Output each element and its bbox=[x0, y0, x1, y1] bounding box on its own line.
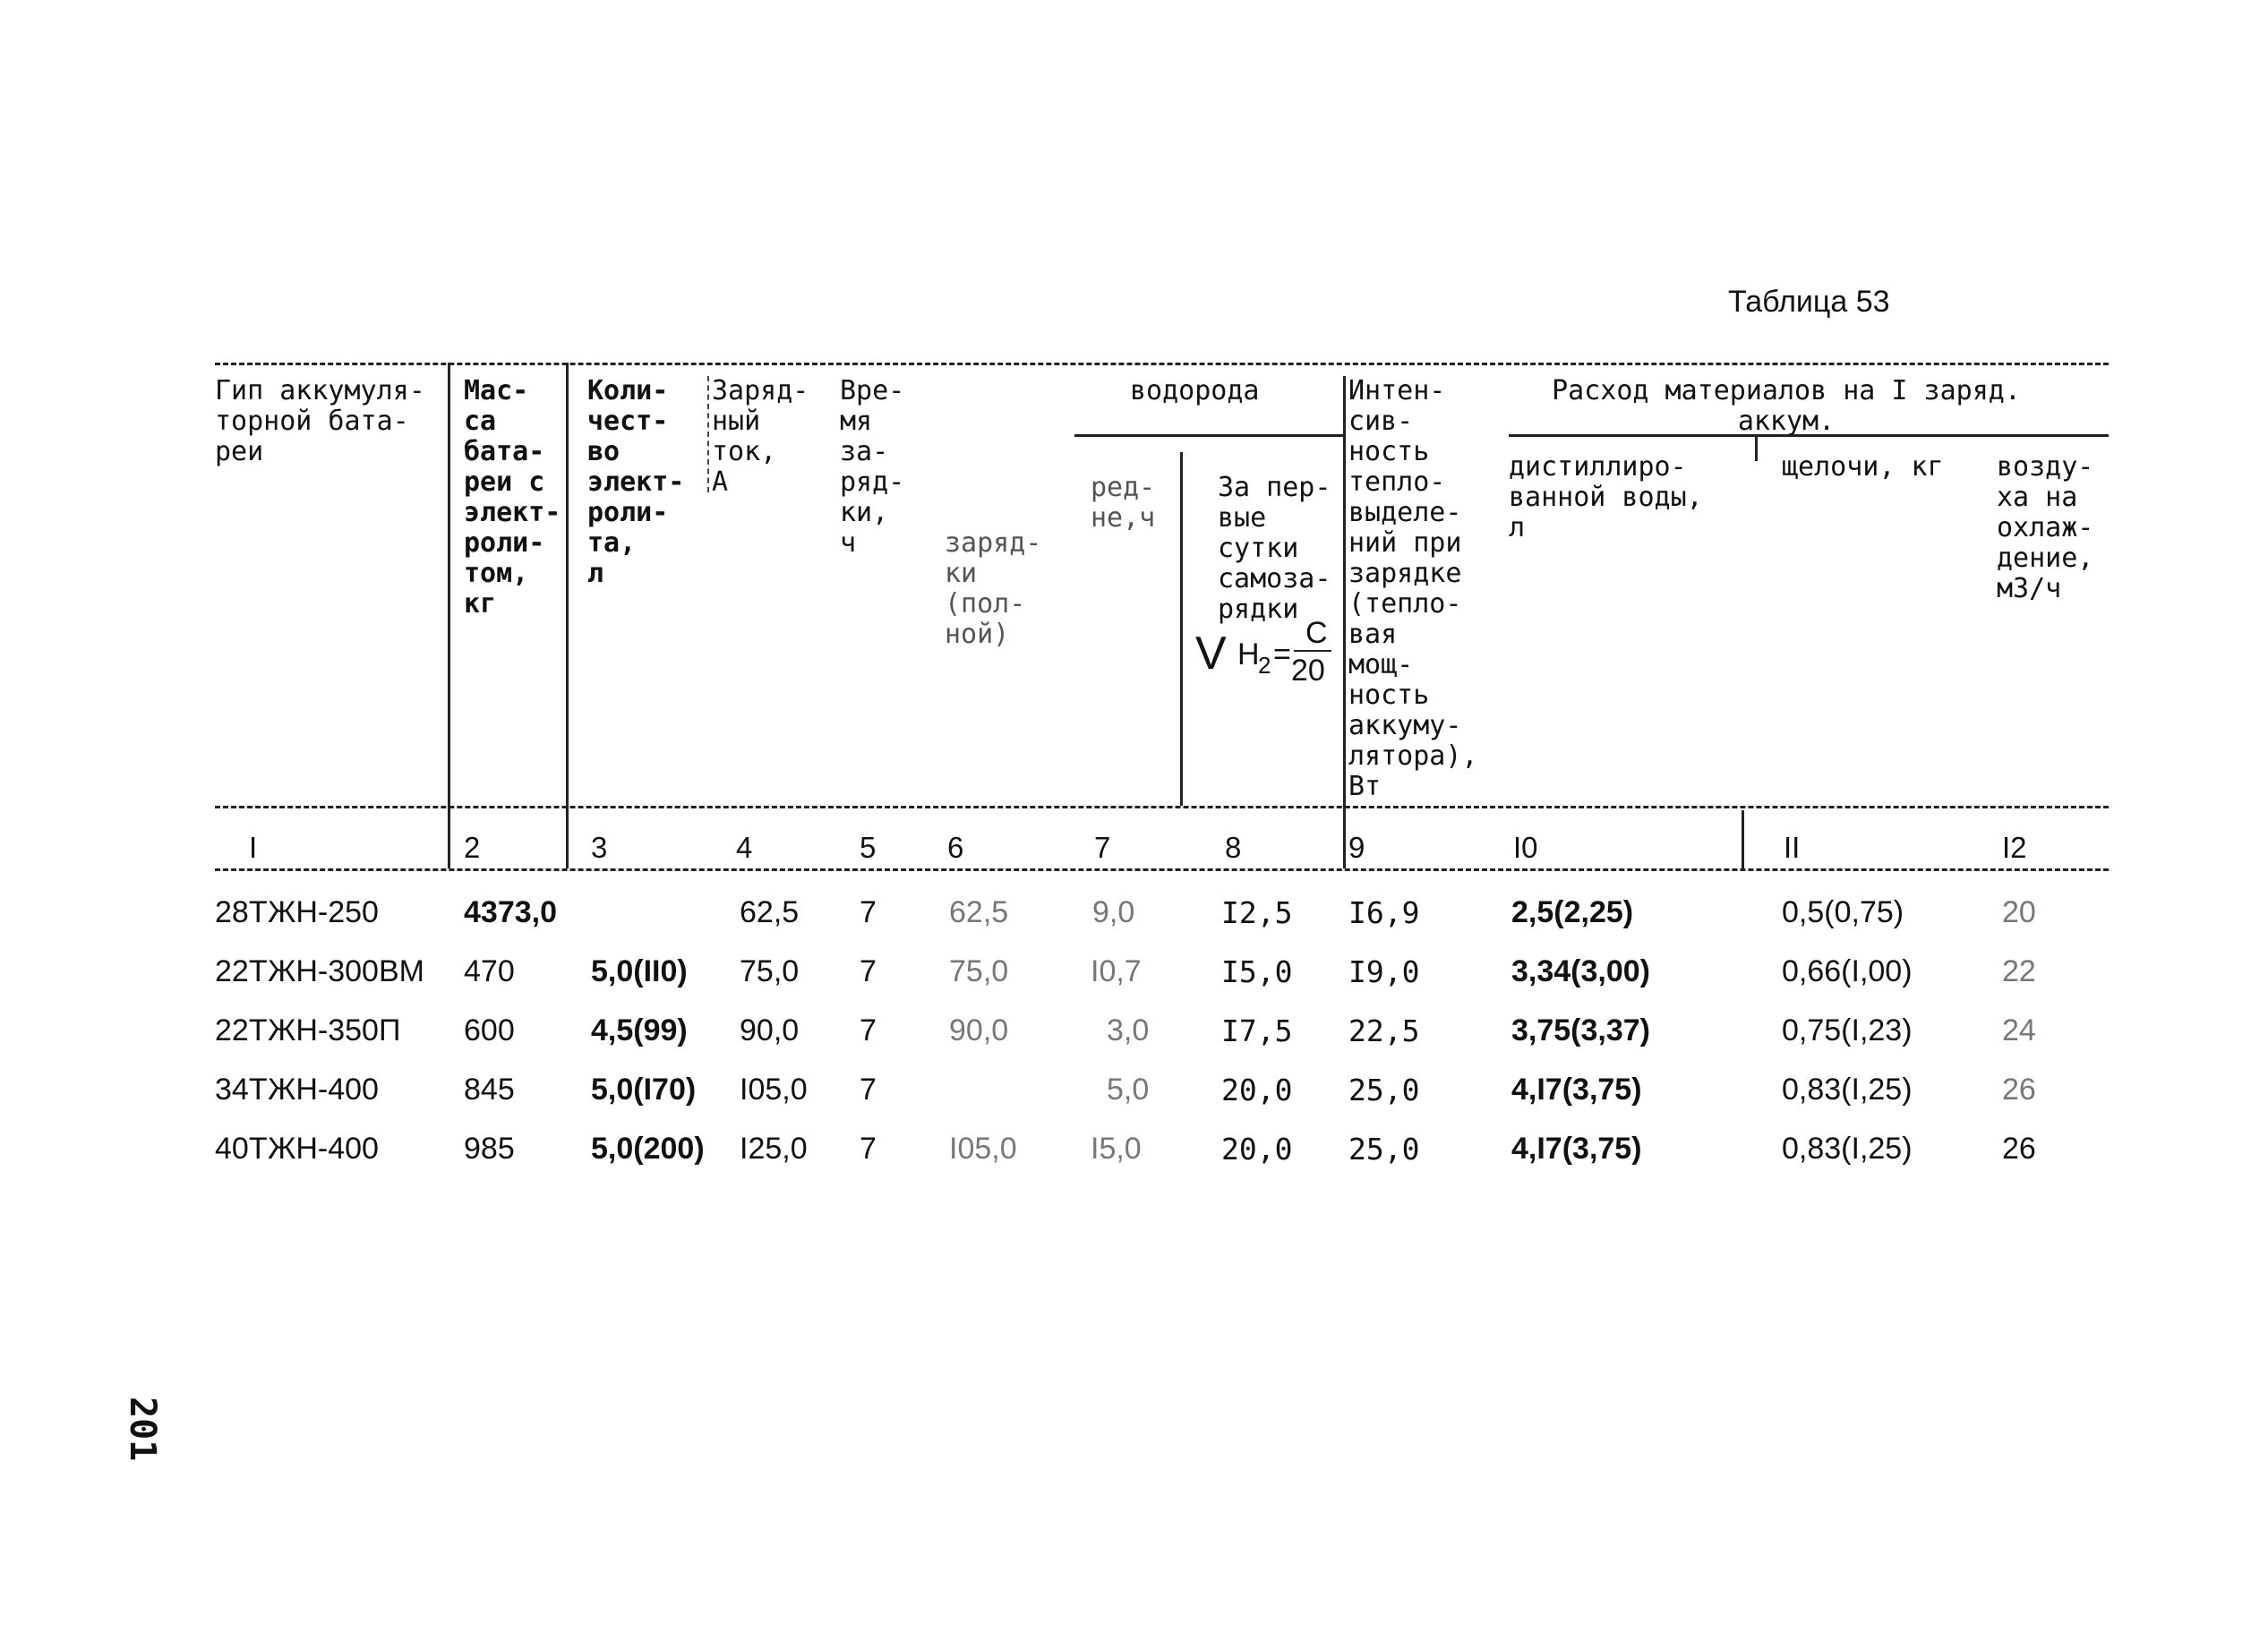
cell-heat: I9,0 bbox=[1348, 954, 1420, 989]
column-divider-9 bbox=[1343, 376, 1346, 868]
cell-first-day: I2,5 bbox=[1221, 895, 1293, 930]
cell-heat: 25,0 bbox=[1348, 1132, 1420, 1167]
cell-current: 75,0 bbox=[740, 954, 800, 988]
cell-time: 7 bbox=[860, 954, 877, 988]
column-number-1: I bbox=[249, 831, 258, 864]
cell-mass: 4373,0 bbox=[464, 895, 557, 929]
formula-fraction-bar bbox=[1294, 650, 1331, 652]
column-number-12: I2 bbox=[2002, 831, 2027, 864]
cell-first-day: 20,0 bbox=[1221, 1132, 1293, 1167]
cell-mass: 470 bbox=[464, 954, 515, 988]
header-electrolyte: Коли- чест- во элект- роли- та, л bbox=[587, 375, 685, 589]
cell-alkali: 0,83(I,25) bbox=[1782, 1073, 1913, 1107]
column-number-10: I0 bbox=[1513, 831, 1538, 864]
cell-time: 7 bbox=[860, 895, 877, 929]
cell-alkali: 0,5(0,75) bbox=[1782, 895, 1904, 929]
cell-current: I05,0 bbox=[740, 1073, 808, 1107]
cell-air: 20 bbox=[2002, 895, 2036, 929]
cell-mass: 600 bbox=[464, 1013, 515, 1047]
cell-electrolyte: 5,0(I70) bbox=[591, 1073, 697, 1107]
column-number-2: 2 bbox=[464, 831, 481, 864]
hydrogen-group-rule bbox=[1074, 434, 1343, 437]
cell-mass: 985 bbox=[464, 1132, 515, 1166]
cell-average: 3,0 bbox=[1107, 1013, 1150, 1047]
column-number-11: II bbox=[1784, 831, 1801, 864]
header-bottom-rule bbox=[215, 806, 2109, 808]
header-charge-time: Вре- мя за- ряд- ки, ч bbox=[840, 375, 905, 559]
cell-average: 5,0 bbox=[1107, 1073, 1150, 1107]
formula-eq: = bbox=[1273, 637, 1291, 671]
header-mass: Мас- са бата- реи с элект- роли- том, кг bbox=[464, 375, 561, 620]
column-divider-8 bbox=[1180, 452, 1183, 806]
formula-denominator: 20 bbox=[1291, 654, 1325, 688]
cell-current: I25,0 bbox=[740, 1132, 808, 1166]
formula-sub: 2 bbox=[1258, 652, 1271, 679]
cell-average: I0,7 bbox=[1091, 954, 1142, 988]
cell-alkali: 0,83(I,25) bbox=[1782, 1132, 1913, 1166]
cell-type: 40ТЖН-400 bbox=[215, 1132, 379, 1166]
header-materials-group: Расход материалов на I заряд. аккум. bbox=[1552, 375, 2021, 437]
header-hydrogen-group: водорода bbox=[1130, 375, 1260, 406]
header-charge-current: Заряд- ный ток, А bbox=[712, 375, 809, 498]
cell-type: 28ТЖН-250 bbox=[215, 895, 379, 929]
column-divider-10 bbox=[1742, 810, 1744, 868]
cell-current: 90,0 bbox=[740, 1013, 800, 1047]
column-divider-2 bbox=[566, 363, 569, 868]
cell-type: 22ТЖН-300ВМ bbox=[215, 954, 424, 988]
cell-time: 7 bbox=[860, 1013, 877, 1047]
column-divider-3 bbox=[707, 376, 709, 492]
formula-numerator: C bbox=[1305, 616, 1328, 650]
formula-v: V bbox=[1195, 628, 1227, 680]
column-number-3: 3 bbox=[591, 831, 608, 864]
header-cooling-air: возду- ха на охлаж- дение, м3/ч bbox=[1997, 451, 2094, 604]
cell-average: 9,0 bbox=[1092, 895, 1135, 929]
cell-air: 24 bbox=[2002, 1013, 2036, 1047]
cell-full-charge: 90,0 bbox=[949, 1013, 1009, 1047]
cell-air: 26 bbox=[2002, 1132, 2036, 1166]
header-alkali: щелочи, кг bbox=[1782, 451, 1944, 483]
header-average: ред- не,ч bbox=[1091, 472, 1156, 534]
page-number: 201 bbox=[122, 1397, 163, 1462]
column-divider-1 bbox=[448, 363, 450, 868]
cell-type: 22ТЖН-350П bbox=[215, 1013, 401, 1047]
cell-electrolyte: 5,0(II0) bbox=[591, 954, 688, 988]
column-divider-11 bbox=[1755, 434, 1758, 461]
header-heat-output: Интен- сив- ность тепло- выделе- ний при зарядке (тепло- вая мощ- ность аккуму- лятора), Вт bbox=[1348, 375, 1478, 802]
formula-h: H bbox=[1237, 637, 1260, 671]
cell-heat: I6,9 bbox=[1348, 895, 1420, 930]
cell-alkali: 0,75(I,23) bbox=[1782, 1013, 1913, 1047]
header-battery-type: Гип аккумуля- торной бата- реи bbox=[215, 375, 425, 467]
table-top-rule bbox=[215, 363, 2109, 365]
column-numbers-rule bbox=[215, 868, 2109, 871]
cell-mass: 845 bbox=[464, 1073, 515, 1107]
cell-heat: 25,0 bbox=[1348, 1073, 1420, 1107]
cell-first-day: I5,0 bbox=[1221, 954, 1293, 989]
cell-water: 2,5(2,25) bbox=[1511, 895, 1634, 929]
cell-heat: 22,5 bbox=[1348, 1013, 1420, 1048]
cell-full-charge: 62,5 bbox=[949, 895, 1009, 929]
cell-full-charge: 75,0 bbox=[949, 954, 1009, 988]
cell-current: 62,5 bbox=[740, 895, 800, 929]
column-number-5: 5 bbox=[860, 831, 877, 864]
header-full-charge: заряд- ки (пол- ной) bbox=[945, 527, 1042, 650]
cell-water: 4,I7(3,75) bbox=[1511, 1073, 1642, 1107]
cell-water: 3,34(3,00) bbox=[1511, 954, 1650, 988]
column-number-9: 9 bbox=[1348, 831, 1365, 864]
table-caption: Таблица 53 bbox=[1728, 285, 1890, 319]
header-first-day: За пер- вые сутки самоза- рядки bbox=[1218, 472, 1331, 625]
cell-air: 26 bbox=[2002, 1073, 2036, 1107]
cell-full-charge: I05,0 bbox=[949, 1132, 1017, 1166]
cell-air: 22 bbox=[2002, 954, 2036, 988]
cell-time: 7 bbox=[860, 1132, 877, 1166]
cell-first-day: I7,5 bbox=[1221, 1013, 1293, 1048]
cell-first-day: 20,0 bbox=[1221, 1073, 1293, 1107]
cell-water: 4,I7(3,75) bbox=[1511, 1132, 1642, 1166]
cell-alkali: 0,66(I,00) bbox=[1782, 954, 1913, 988]
header-distilled-water: дистиллиро- ванной воды, л bbox=[1509, 451, 1703, 543]
cell-electrolyte: 5,0(200) bbox=[591, 1132, 705, 1166]
column-number-7: 7 bbox=[1094, 831, 1111, 864]
cell-time: 7 bbox=[860, 1073, 877, 1107]
cell-type: 34ТЖН-400 bbox=[215, 1073, 379, 1107]
cell-water: 3,75(3,37) bbox=[1511, 1013, 1650, 1047]
column-number-6: 6 bbox=[947, 831, 964, 864]
column-number-4: 4 bbox=[736, 831, 753, 864]
cell-average: I5,0 bbox=[1091, 1132, 1142, 1166]
column-number-8: 8 bbox=[1225, 831, 1242, 864]
cell-electrolyte: 4,5(99) bbox=[591, 1013, 688, 1047]
